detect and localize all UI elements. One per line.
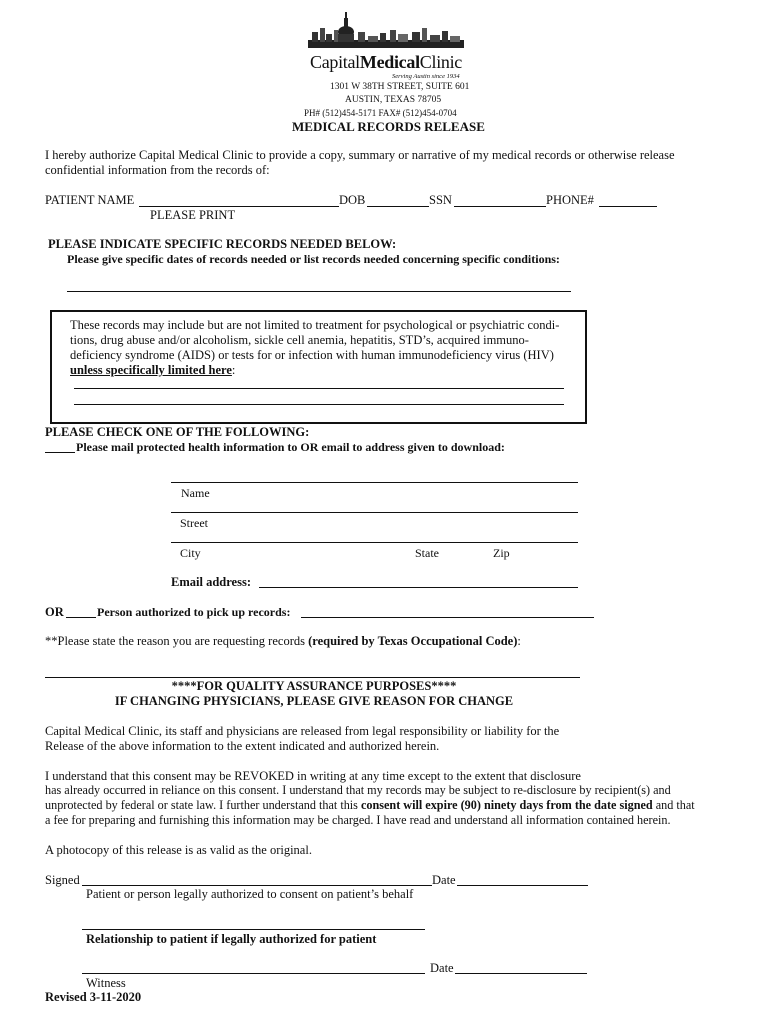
clinic-address-city: AUSTIN, TEXAS 78705	[345, 95, 442, 105]
pickup-option-checkbox[interactable]	[66, 617, 96, 618]
mail-option-checkbox[interactable]	[45, 452, 75, 453]
dob-label: DOB	[339, 193, 366, 207]
ssn-label: SSN	[429, 193, 452, 207]
pickup-person-field[interactable]	[301, 617, 594, 618]
state-label: State	[415, 546, 439, 560]
reason-prompt: **Please state the reason you are requesting records (required by Texas Occupational Code):	[45, 634, 521, 648]
mail-street-field[interactable]	[171, 542, 578, 543]
pickup-option-label: Person authorized to pick up records:	[97, 605, 291, 619]
signature-field[interactable]	[82, 885, 432, 886]
clinic-skyline-logo	[308, 10, 464, 50]
relationship-field[interactable]	[82, 929, 425, 930]
clinic-logo-wordmark: CapitalMedicalClinic	[310, 52, 462, 72]
zip-label: Zip	[493, 546, 510, 560]
email-field[interactable]	[259, 587, 578, 588]
notice-line-4: unless specifically limited here:	[70, 363, 236, 377]
records-heading: PLEASE INDICATE SPECIFIC RECORDS NEEDED BELOW:	[48, 237, 397, 251]
reason-field[interactable]	[45, 677, 580, 678]
dob-field[interactable]	[367, 206, 429, 207]
phone-field[interactable]	[599, 206, 657, 207]
signature-date-field[interactable]	[457, 885, 588, 886]
witness-date-label: Date	[430, 961, 454, 975]
consent-line-4: a fee for preparing and furnishing this information may be charged. I have read and understand all information contained herein.	[45, 813, 671, 827]
notice-line-2: tions, drug abuse and/or alcoholism, sickle cell anemia, hepatitis, STD’s, acquired immuno-	[70, 333, 529, 347]
consent-line-3: unprotected by federal or state law. I further understand that this consent will expire (90) ninety days from the date signed and that	[45, 798, 695, 812]
relationship-label: Relationship to patient if legally authorized for patient	[86, 932, 377, 946]
city-label: City	[180, 546, 201, 560]
phone-label: PHONE#	[546, 193, 594, 207]
quality-assurance-heading: ****FOR QUALITY ASSURANCE PURPOSES****	[171, 679, 457, 693]
signature-date-label: Date	[432, 873, 456, 887]
consent-line-2: has already occurred in reliance on this consent. I understand that my records may be subject to re-disclosure by recipient(s) and	[45, 783, 671, 797]
witness-field[interactable]	[82, 973, 425, 974]
witness-date-field[interactable]	[455, 973, 587, 974]
or-label: OR	[45, 605, 64, 619]
limitation-field-2[interactable]	[74, 404, 564, 405]
notice-line-3: deficiency syndrome (AIDS) or tests for or infection with human immunodeficiency virus (HIV)	[70, 348, 554, 362]
liability-line-2: Release of the above information to the extent indicated and authorized herein.	[45, 739, 440, 753]
email-label: Email address:	[171, 575, 251, 589]
mail-name-field[interactable]	[171, 512, 578, 513]
form-title: MEDICAL RECORDS RELEASE	[292, 119, 485, 134]
mail-address-top-line	[171, 482, 578, 483]
physician-change-heading: IF CHANGING PHYSICIANS, PLEASE GIVE REASON FOR CHANGE	[114, 694, 514, 708]
patient-name-label: PATIENT NAME	[45, 193, 135, 207]
notice-line-1: These records may include but are not limited to treatment for psychological or psychiatric condi-	[70, 318, 560, 332]
signed-label: Signed	[45, 873, 80, 887]
records-subheading: Please give specific dates of records needed or list records needed concerning specific conditions:	[67, 252, 560, 266]
please-print-note: PLEASE PRINT	[150, 208, 236, 222]
liability-line-1: Capital Medical Clinic, its staff and physicians are released from legal responsibility or liability for the	[45, 724, 560, 738]
revision-date: Revised 3-11-2020	[45, 990, 142, 1004]
street-label: Street	[180, 516, 208, 530]
clinic-tagline: Serving Austin since 1934	[392, 73, 460, 80]
ssn-field[interactable]	[454, 206, 546, 207]
signer-note: Patient or person legally authorized to consent on patient’s behalf	[86, 887, 414, 901]
delivery-heading: PLEASE CHECK ONE OF THE FOLLOWING:	[45, 425, 310, 439]
clinic-phone-fax: PH# (512)454-5171 FAX# (512)454-0704	[304, 108, 457, 118]
clinic-address-street: 1301 W 38TH STREET, SUITE 601	[330, 82, 470, 92]
witness-label: Witness	[86, 976, 126, 990]
consent-line-1: I understand that this consent may be REVOKED in writing at any time except to the extent that disclosure	[45, 769, 581, 783]
intro-line-2: confidential information from the records of:	[45, 163, 270, 177]
photocopy-statement: A photocopy of this release is as valid as the original.	[45, 843, 312, 857]
intro-line-1: I hereby authorize Capital Medical Clinic to provide a copy, summary or narrative of my medical records or otherwise release	[45, 148, 675, 162]
name-label: Name	[181, 486, 210, 500]
mail-option-label: Please mail protected health information to OR email to address given to download:	[76, 440, 505, 454]
records-needed-field[interactable]	[67, 291, 571, 292]
limitation-field-1[interactable]	[74, 388, 564, 389]
patient-name-field[interactable]	[139, 206, 339, 207]
